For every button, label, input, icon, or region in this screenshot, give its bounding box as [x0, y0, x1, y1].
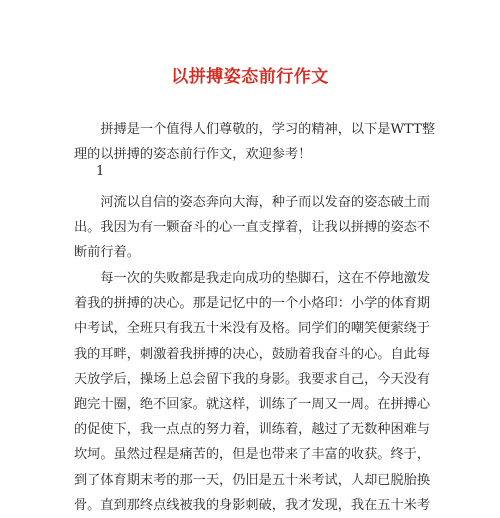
- paragraph-line: 着我的拼搏的决心。那是记忆中的一个小烙印：小学的体育期: [74, 296, 431, 312]
- paragraph-line: 跑完十圈，绝不回家。就这样，训练了一周又一周。在拼搏心: [74, 397, 431, 413]
- article-title: 以拼搏姿态前行作文: [171, 67, 329, 87]
- paragraph-one: [74, 190, 434, 266]
- paragraph-line: 我的耳畔，刺激着我拼搏的决心，鼓励着我奋斗的心。自此每: [74, 346, 431, 362]
- intro-paragraph: [74, 117, 434, 167]
- paragraph-line: 河流以自信的姿态奔向大海，种子而以发奋的姿态破土而: [74, 195, 431, 210]
- paragraph-line: 骨。直到那终点线被我的身影刺破，我才发现，我在五十米考: [74, 497, 431, 513]
- paragraph-line: 天放学后，操场上总会留下我的身影。我要求自己，今天没有: [74, 371, 431, 387]
- paragraph-two: [74, 266, 434, 518]
- paragraph-line: 每一次的失败都是我走向成功的垫脚石，这在不停地激发: [74, 271, 431, 286]
- paragraph-line: 坎坷。虽然过程是痛苦的，但是也带来了丰富的收获。终于，: [74, 447, 431, 463]
- intro-line: 理的以拼搏的姿态前行作文，欢迎参考！: [74, 147, 312, 163]
- paragraph-line: 的促使下，我一点点的努力着，训练着，越过了无数种困难与: [74, 422, 431, 438]
- paragraph-line: 出。我因为有一颗奋斗的心一直支撑着，让我以拼搏的姿态不: [74, 220, 431, 236]
- section-number: 1: [96, 164, 105, 179]
- paragraph-line: 断前行着。: [74, 245, 140, 261]
- intro-line: 拼搏是一个值得人们尊敬的，学习的精神，以下是WTT整: [74, 122, 436, 137]
- paragraph-line: 到了体育期末考的那一天，仍旧是五十米考试，人却已脱胎换: [74, 472, 431, 488]
- paragraph-line: 中考试，全班只有我五十米没有及格。同学们的嘲笑便萦绕于: [74, 321, 431, 337]
